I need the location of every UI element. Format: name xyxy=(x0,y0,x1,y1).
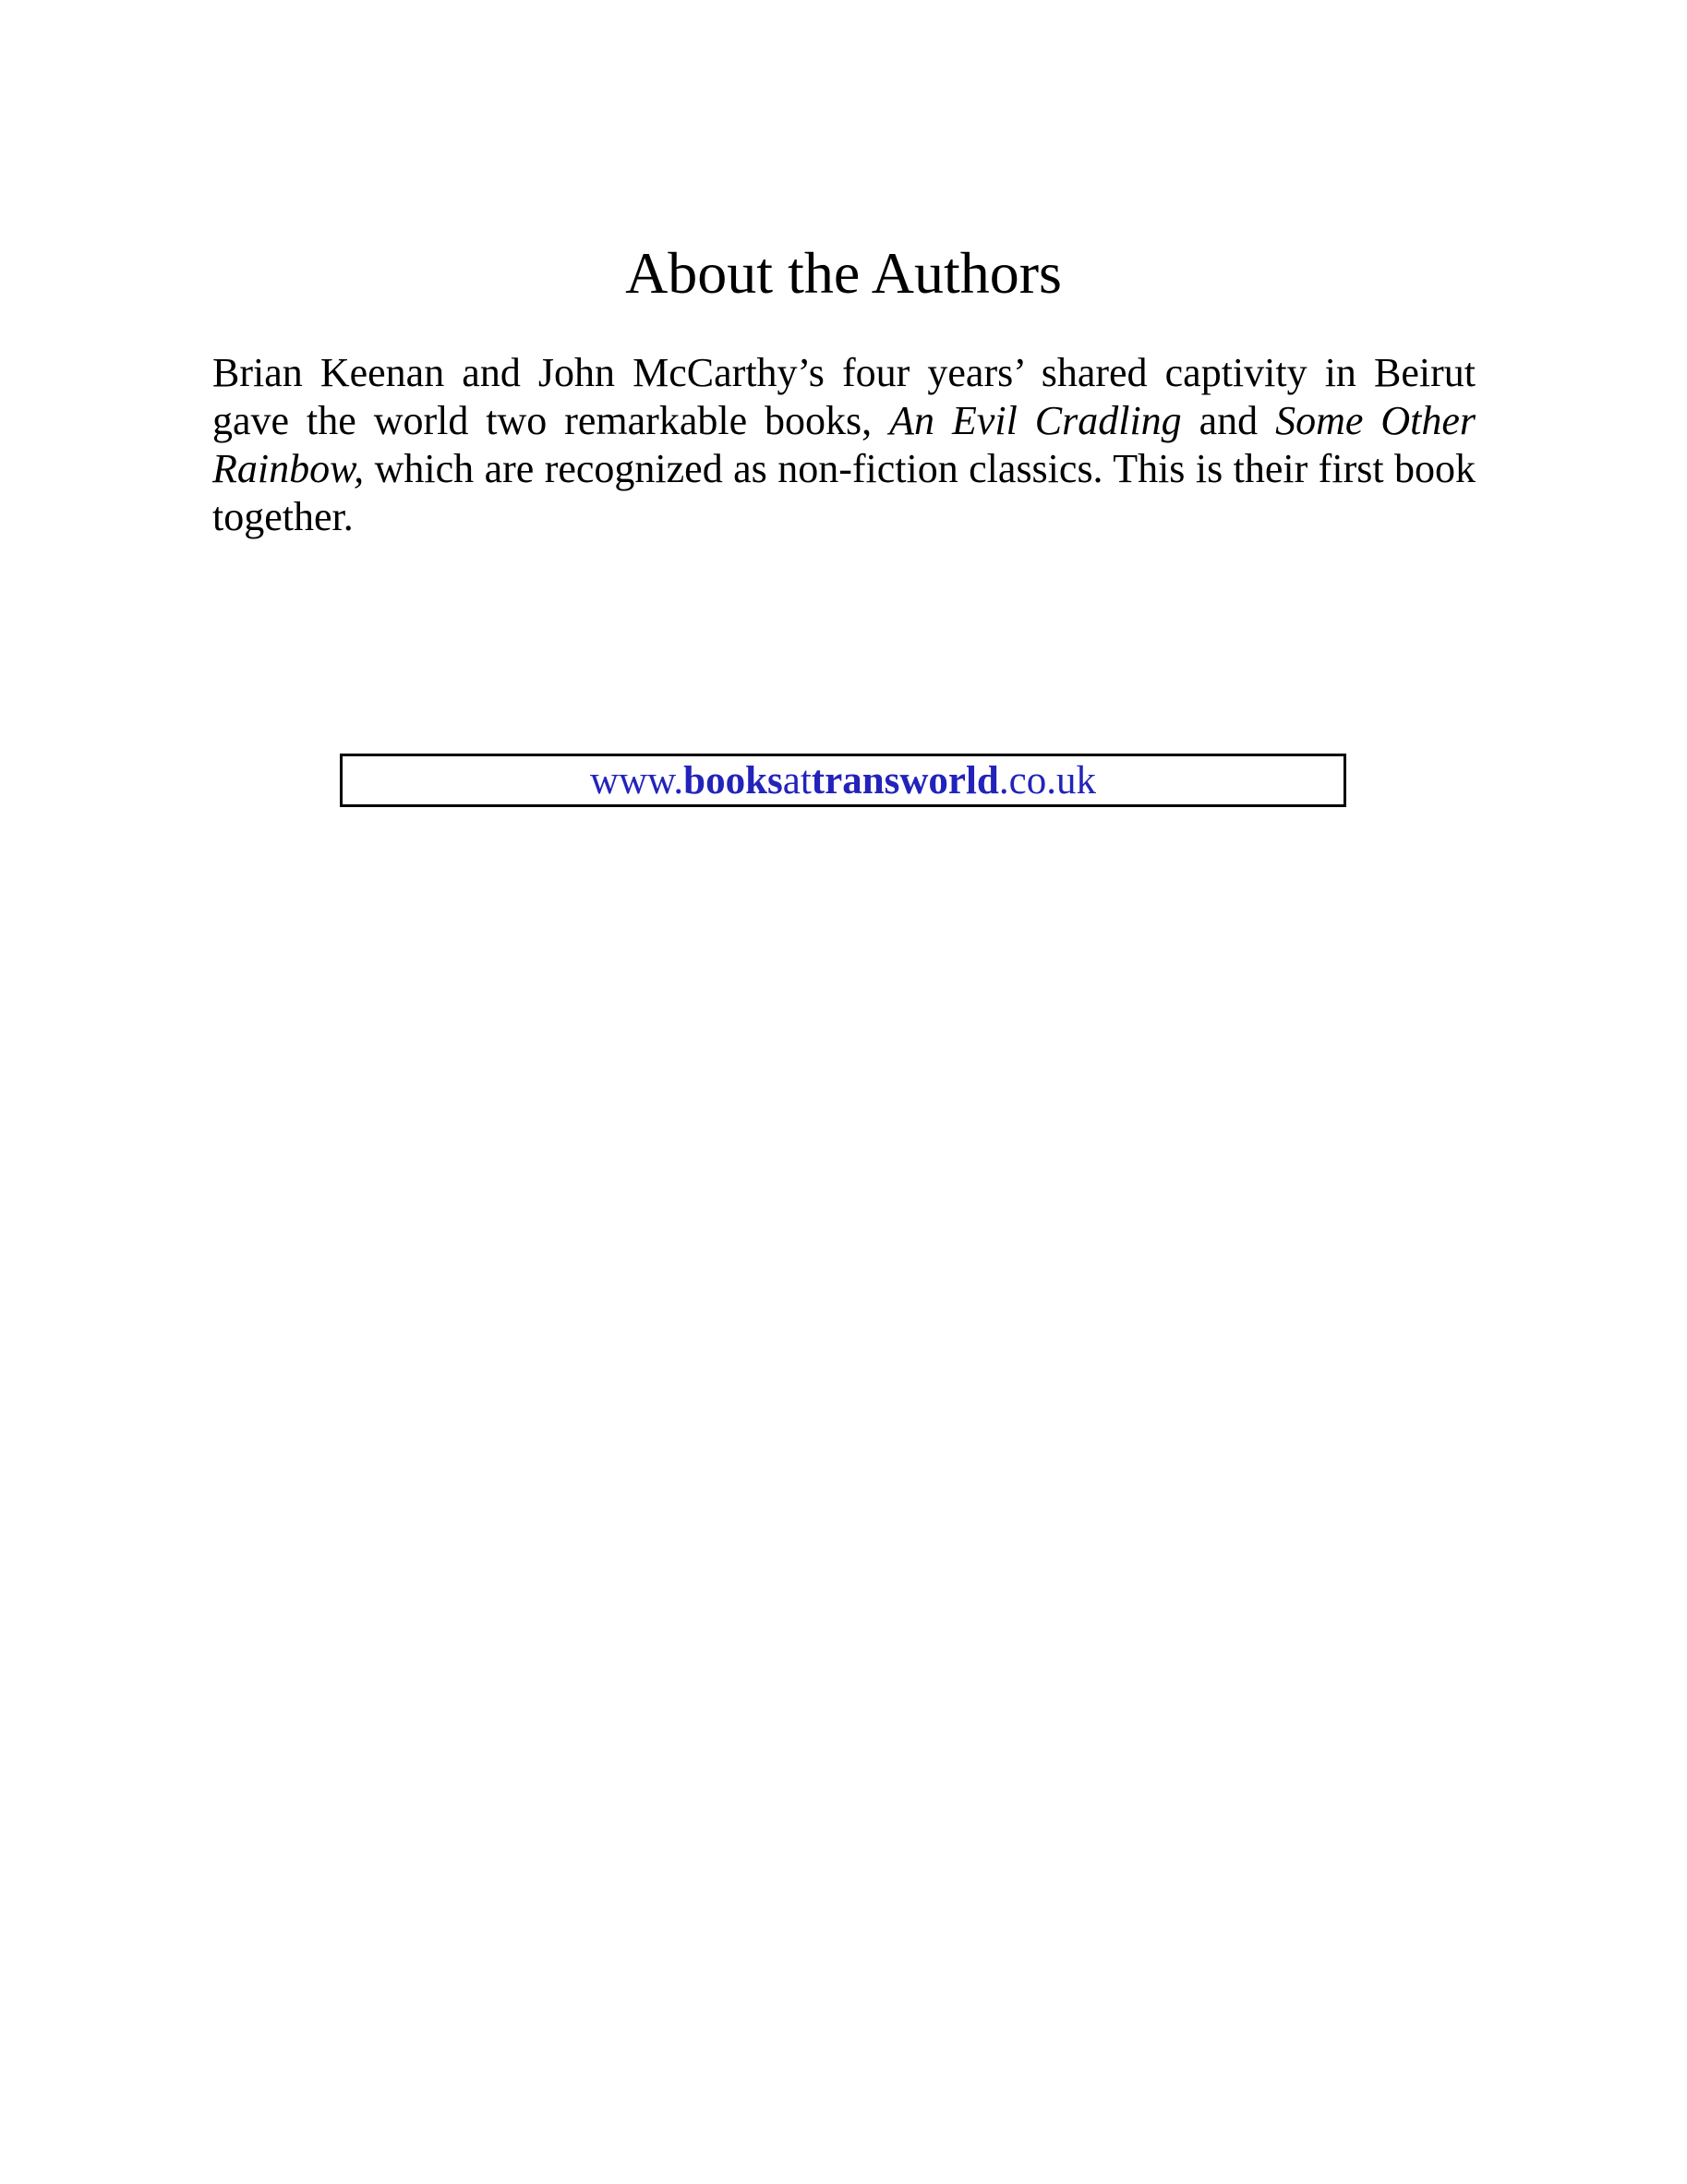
website-link[interactable]: www.booksattransworld.co.uk xyxy=(590,758,1096,802)
page-title: About the Authors xyxy=(625,240,1062,306)
website-link-box xyxy=(340,754,1346,807)
about-authors-paragraph: Brian Keenan and John McCarthy’s four years’ shared captivity in Beirut gave the world two remarkable books, An Evil Cradling and Some Other Rainbow, which are recognized as non-fiction classics. This is their first book together. xyxy=(212,350,1476,539)
